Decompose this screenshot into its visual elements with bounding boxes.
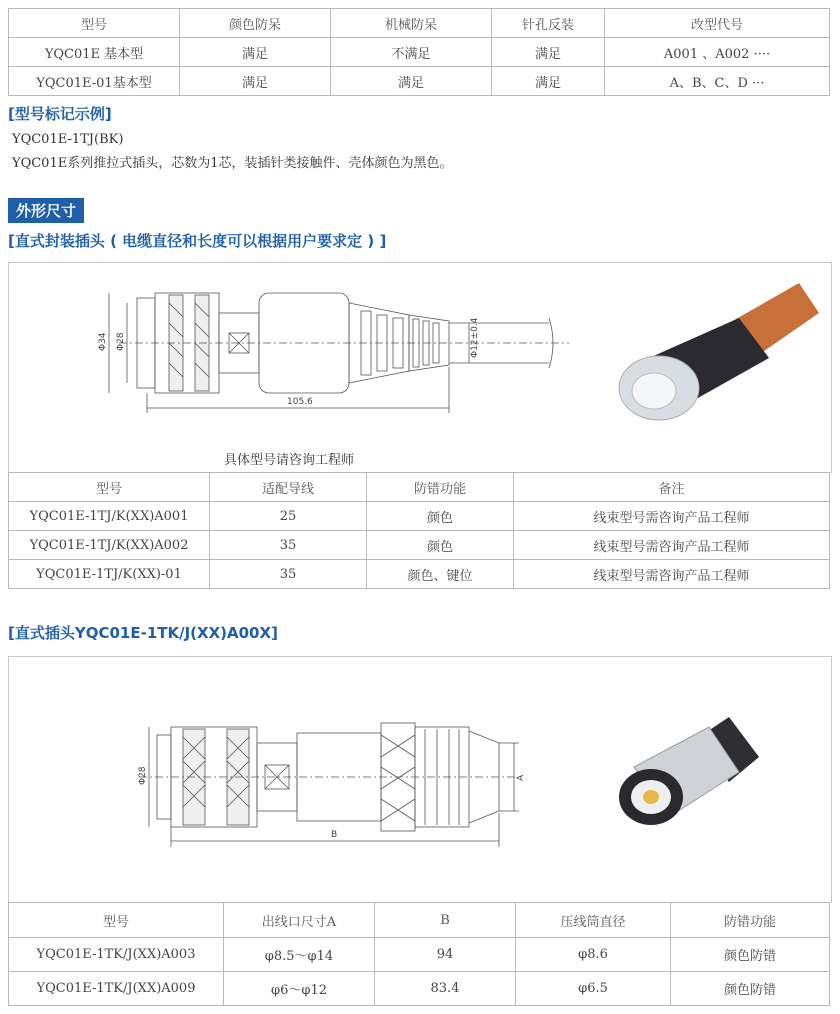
header-cell: 型号 bbox=[9, 903, 224, 938]
table-cell: YQC01E-1TJ/K(XX)-01 bbox=[9, 560, 210, 589]
table-row bbox=[9, 38, 830, 67]
dimension-b-label: B bbox=[331, 830, 338, 840]
straight-plug-drawing bbox=[9, 657, 831, 903]
table-cell: 83.4 bbox=[375, 972, 516, 1006]
dimension-a-label: A bbox=[516, 774, 526, 781]
table-cell: 颜色 bbox=[367, 531, 514, 560]
table-cell: YQC01E-1TK/J(XX)A003 bbox=[9, 938, 224, 972]
table-cell: 线束型号需咨询产品工程师 bbox=[514, 560, 830, 589]
table-cell: 线束型号需咨询产品工程师 bbox=[514, 531, 830, 560]
sealed-plug-photo bbox=[619, 283, 819, 420]
table-row bbox=[9, 531, 830, 560]
header-cell: 颜色防呆 bbox=[180, 9, 331, 38]
header-cell: 备注 bbox=[514, 473, 830, 502]
diameter-12-label: Φ12±0.4 bbox=[470, 317, 480, 358]
compatibility-table bbox=[8, 8, 830, 96]
straight-plug-photo bbox=[619, 717, 759, 825]
header-cell: 改型代号 bbox=[605, 9, 830, 38]
table-row bbox=[9, 972, 830, 1006]
header-cell: 防错功能 bbox=[367, 473, 514, 502]
example-heading: [型号标记示例] bbox=[8, 105, 112, 123]
consult-engineer-note: 具体型号请咨询工程师 bbox=[224, 453, 355, 468]
dimensions-banner: 外形尺寸 bbox=[8, 198, 84, 223]
table-cell: 满足 bbox=[492, 38, 605, 67]
table-cell: YQC01E-01基本型 bbox=[9, 67, 180, 96]
table-row bbox=[9, 67, 830, 96]
diameter-28-label: Φ28 bbox=[116, 332, 126, 351]
header-cell: 型号 bbox=[9, 473, 210, 502]
table-cell: 35 bbox=[210, 531, 367, 560]
sealed-plug-figure bbox=[8, 262, 832, 473]
table-cell: 35 bbox=[210, 560, 367, 589]
header-cell: 防错功能 bbox=[671, 903, 830, 938]
table-cell: 94 bbox=[375, 938, 516, 972]
straight-plug-heading: [直式插头YQC01E-1TK/J(XX)A00X] bbox=[8, 624, 278, 642]
table-header-row bbox=[9, 473, 830, 502]
example-description: YQC01E系列推拉式插头，芯数为1芯，装插针类接触件、壳体颜色为黑色。 bbox=[12, 156, 453, 171]
header-cell: 适配导线 bbox=[210, 473, 367, 502]
table-cell: 颜色 bbox=[367, 502, 514, 531]
table-cell: YQC01E-1TJ/K(XX)A002 bbox=[9, 531, 210, 560]
table-cell: 满足 bbox=[492, 67, 605, 96]
table-cell: 满足 bbox=[180, 38, 331, 67]
table-row bbox=[9, 938, 830, 972]
table-row bbox=[9, 502, 830, 531]
header-cell: 出线口尺寸A bbox=[224, 903, 375, 938]
straight-plug-figure bbox=[8, 656, 832, 903]
table-cell: 颜色防错 bbox=[671, 938, 830, 972]
diameter-28-label: Φ28 bbox=[138, 766, 148, 785]
table-row bbox=[9, 560, 830, 589]
header-cell: 压线筒直径 bbox=[516, 903, 671, 938]
table-cell: YQC01E-1TK/J(XX)A009 bbox=[9, 972, 224, 1006]
header-cell: 针孔反装 bbox=[492, 9, 605, 38]
table-cell: A、B、C、D ··· bbox=[605, 67, 830, 96]
table-cell: YQC01E 基本型 bbox=[9, 38, 180, 67]
header-cell: 机械防呆 bbox=[331, 9, 492, 38]
table-cell: 满足 bbox=[180, 67, 331, 96]
table-cell: φ6～φ12 bbox=[224, 972, 375, 1006]
diameter-34-label: Φ34 bbox=[98, 332, 108, 351]
table-header-row bbox=[9, 903, 830, 938]
table-cell: φ8.6 bbox=[516, 938, 671, 972]
table-cell: 线束型号需咨询产品工程师 bbox=[514, 502, 830, 531]
sealed-plug-drawing bbox=[9, 263, 831, 473]
table-cell: A001 、A002 ···· bbox=[605, 38, 830, 67]
sealed-plug-heading: [直式封装插头 ( 电缆直径和长度可以根据用户要求定 ) ] bbox=[8, 232, 387, 250]
table-cell: 满足 bbox=[331, 67, 492, 96]
header-cell: 型号 bbox=[9, 9, 180, 38]
table-header-row bbox=[9, 9, 830, 38]
table-cell: 颜色防错 bbox=[671, 972, 830, 1006]
header-cell: B bbox=[375, 903, 516, 938]
straight-plug-table bbox=[8, 902, 830, 1006]
table-cell: φ6.5 bbox=[516, 972, 671, 1006]
table-cell: 颜色、键位 bbox=[367, 560, 514, 589]
example-code: YQC01E-1TJ(BK) bbox=[12, 132, 124, 147]
table-cell: 不满足 bbox=[331, 38, 492, 67]
table-cell: YQC01E-1TJ/K(XX)A001 bbox=[9, 502, 210, 531]
table-cell: 25 bbox=[210, 502, 367, 531]
sealed-plug-table bbox=[8, 472, 830, 589]
table-cell: φ8.5～φ14 bbox=[224, 938, 375, 972]
length-label: 105.6 bbox=[287, 397, 313, 407]
